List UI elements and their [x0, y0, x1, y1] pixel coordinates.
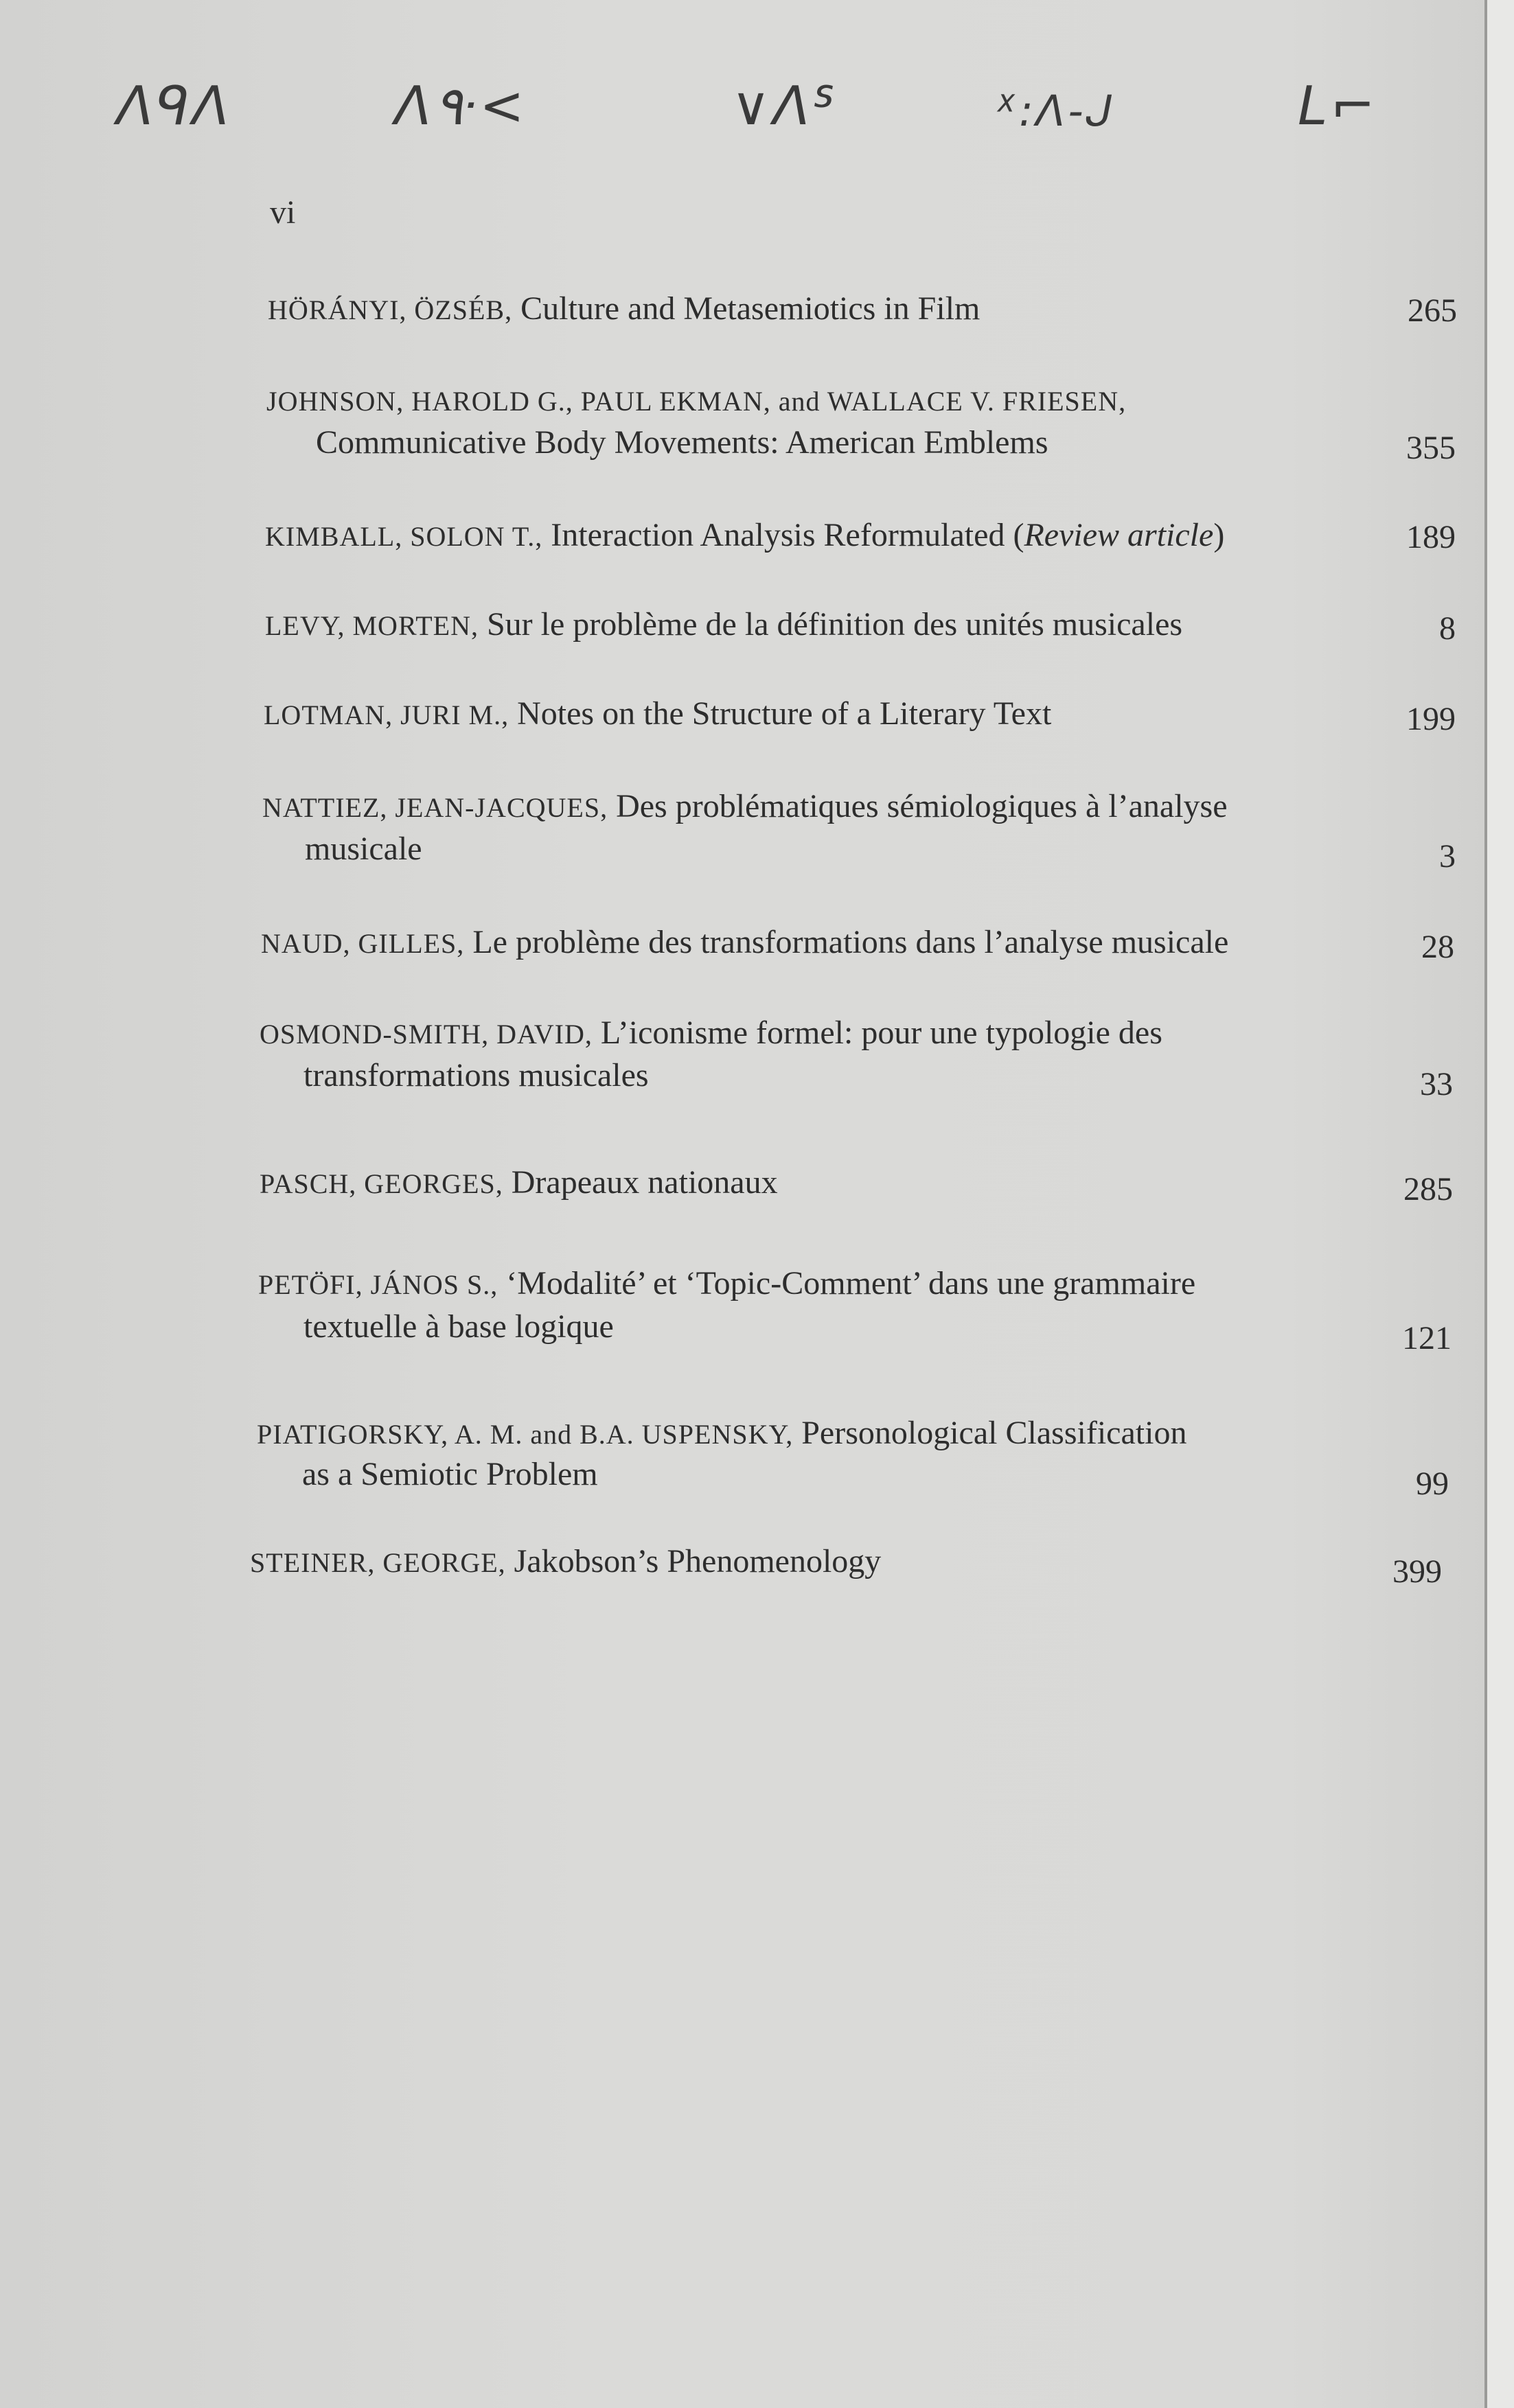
entry-page-number: 199	[1406, 701, 1456, 737]
entry-title: Notes on the Structure of a Literary Text	[517, 695, 1052, 732]
toc-entry	[262, 786, 1228, 829]
entry-page-number: 121	[1402, 1320, 1452, 1356]
entry-title: Le problème des transformations dans l’analyse musicale	[472, 924, 1229, 960]
toc-entry-continuation	[316, 422, 1048, 463]
toc-entry	[265, 515, 1224, 557]
toc-entry	[265, 604, 1182, 647]
toc-entry	[264, 693, 1051, 736]
entry-author: HÖRÁNYI, ÖZSÉB,	[268, 294, 513, 325]
handwritten-mark-4: ᕽ:ᐱ-ᒍ	[996, 86, 1116, 136]
toc-entry-continuation	[302, 1454, 598, 1495]
handwritten-mark-1: ᐱᑫᐱ	[117, 76, 232, 137]
toc-entry	[261, 922, 1228, 964]
toc-entry	[260, 1012, 1162, 1055]
entry-page-number: 28	[1421, 929, 1454, 965]
toc-entry	[260, 1162, 778, 1205]
toc-entry	[268, 288, 980, 331]
toc-entry	[266, 380, 1126, 422]
entry-title: Des problématiques sémiologiques à l’analyse	[616, 788, 1228, 824]
entry-author: PASCH, GEORGES,	[260, 1168, 503, 1199]
entry-page-number: 355	[1406, 430, 1456, 466]
entry-author: JOHNSON, HAROLD G., PAUL EKMAN, and WALLACE V. FRIESEN,	[266, 386, 1127, 417]
entry-page-number: 399	[1392, 1553, 1442, 1590]
entry-author: NAUD, GILLES,	[261, 928, 465, 959]
entry-title: Drapeaux nationaux	[511, 1164, 778, 1201]
entry-author: STEINER, GEORGE,	[250, 1547, 506, 1578]
entry-author: PETÖFI, JÁNOS S.,	[258, 1269, 498, 1300]
toc-entry	[257, 1413, 1186, 1455]
entry-page-number: 99	[1416, 1466, 1449, 1502]
toc-entry	[250, 1541, 881, 1584]
entry-title-continuation: as a Semiotic Problem	[302, 1456, 598, 1492]
entry-author: LOTMAN, JURI M.,	[264, 699, 509, 730]
entry-page-number: 3	[1439, 838, 1456, 875]
page-folio: vi	[270, 194, 296, 231]
entry-title: Personological Classification	[801, 1415, 1187, 1451]
entry-title-continuation: musicale	[305, 831, 422, 867]
toc-entry-continuation	[305, 829, 422, 870]
adjacent-page-strip	[1487, 0, 1514, 2408]
entry-title: Sur le problème de la définition des unités musicales	[486, 606, 1183, 642]
entry-author: NATTIEZ, JEAN-JACQUES,	[262, 792, 608, 823]
entry-author: LEVY, MORTEN,	[265, 610, 479, 641]
entry-page-number: 189	[1406, 519, 1456, 555]
entry-page-number: 265	[1408, 292, 1457, 329]
entry-title-continuation: textuelle à base logique	[303, 1308, 614, 1345]
entry-author: KIMBALL, SOLON T.,	[265, 521, 543, 552]
entry-title: Jakobson’s Phenomenology	[514, 1543, 882, 1579]
entry-author: PIATIGORSKY, A. M. and B.A. USPENSKY,	[257, 1419, 794, 1450]
entry-author: OSMOND-SMITH, DAVID,	[260, 1019, 593, 1050]
toc-entry-continuation	[303, 1306, 614, 1347]
toc-entry-continuation	[303, 1055, 649, 1096]
entry-title: L’iconisme formel: pour une typologie des	[600, 1015, 1162, 1051]
entry-title: Communicative Body Movements: American Emblems	[316, 424, 1048, 461]
entry-title: ‘Modalité’ et ‘Topic-Comment’ dans une grammaire	[506, 1265, 1196, 1301]
entry-title-continuation: transformations musicales	[303, 1057, 649, 1093]
entry-review-label: Review article	[1024, 517, 1214, 553]
entry-page-number: 33	[1420, 1066, 1453, 1102]
entry-page-number: 285	[1403, 1171, 1453, 1207]
handwritten-mark-5: ᒪ⌐	[1298, 76, 1378, 137]
handwritten-mark-2: ᐱ۹ᐧ<	[395, 76, 527, 137]
toc-entry	[258, 1263, 1195, 1306]
entry-title: Culture and Metasemiotics in Film	[520, 290, 980, 327]
entry-title: Interaction Analysis Reformulated (	[551, 517, 1024, 553]
handwritten-mark-3: ∨ᐱᔆ	[731, 76, 838, 137]
entry-page-number: 8	[1439, 610, 1456, 647]
entry-title-end: )	[1213, 517, 1225, 553]
